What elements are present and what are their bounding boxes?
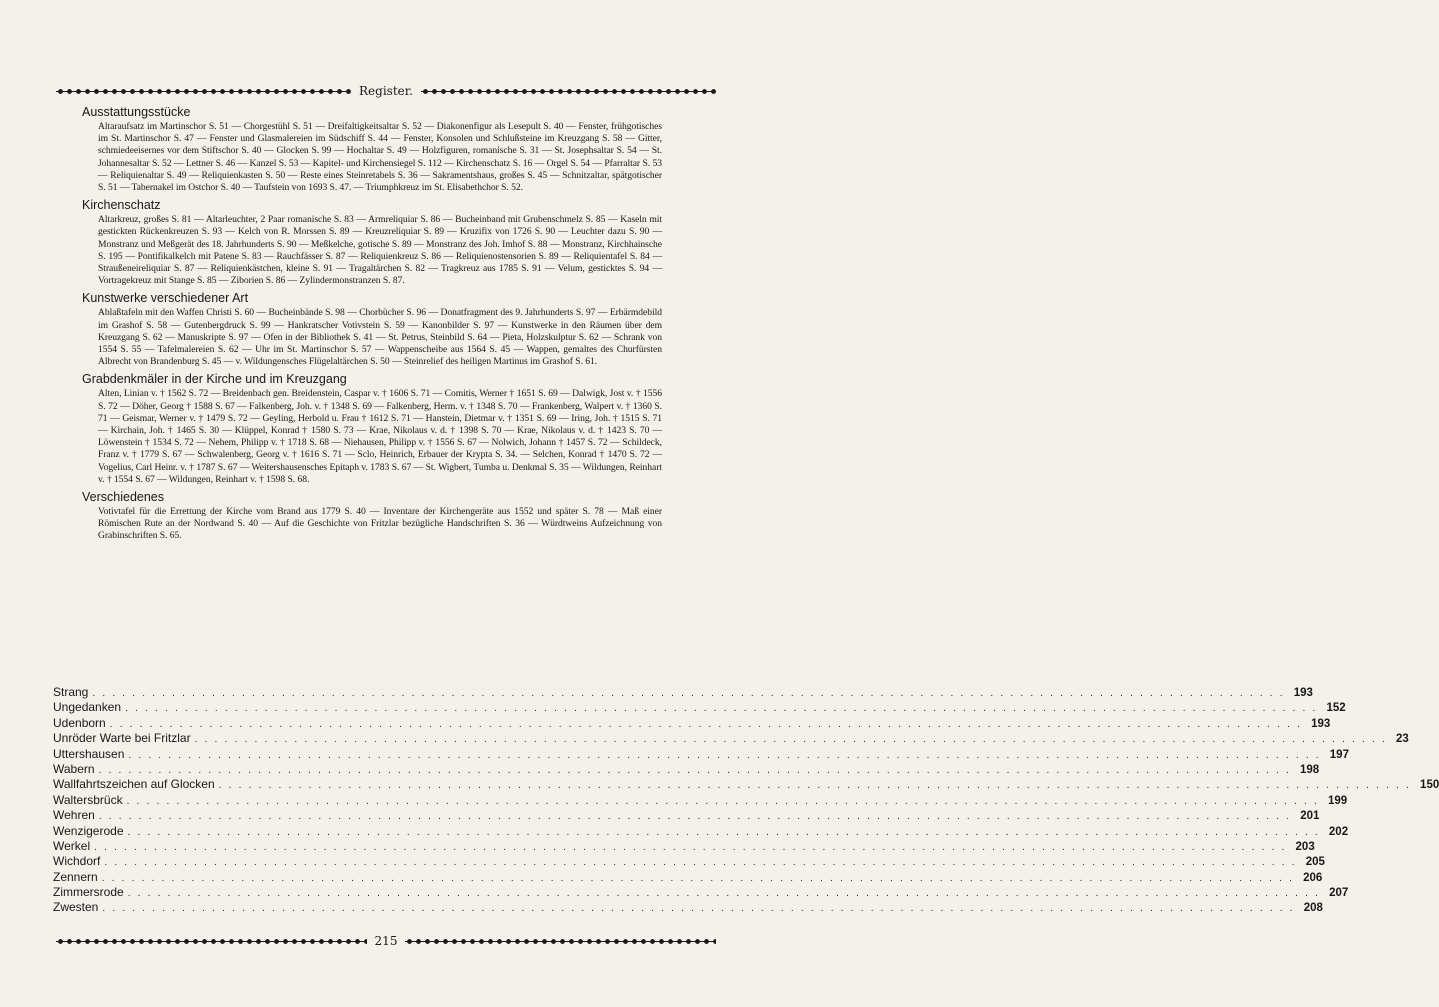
index-entry [53,885,1349,900]
index-entry [53,746,1349,762]
dot-leader: ........................................................................................................................ [128,749,1326,761]
index-page-number: 203 [1295,840,1315,853]
page-header-title: Register. [359,84,413,98]
register-section [82,489,662,543]
index-page-number: 201 [1300,810,1320,823]
section-body: Alten, Linian v. † 1562 S. 72 — Breidenbach gen. Breidenstein, Caspar v. † 1606 S. 71 — Comitis, Werner † 1651 S. 69 — Dalwigk, Jost v. † 1556 S. 72 — Döher, Georg † 1588 S. 67 — Falkenberg, Joh. v. † 1348 S. 69 — Falkenberg, Herm. v. † 1348 S. 70 — Frankenberg, Walpert v. † 1360 S. 71 — Geismar, Werner v. † 1479 S. 72 — Geyling, Herbold u. Frau † 1612 S. 71 — Hanstein, Dietmar v. † 1351 S. 69 — Iring, Joh. † 1515 S. 71 — Kirchain, Joh. † 1465 S. 30 — Klüppel, Konrad † 1580 S. 73 — Krae, Nikolaus v. d. † 1398 S. 70 — Krae, Nikolaus v. d. † 1423 S. 70 — Löwenstein † 1534 S. 72 — Nehem, Philipp v. † 1718 S. 68 — Niehausen, Philipp v. † 1556 S. 67 — Nolwich, Johann † 1457 S. 72 — Schildeck, Franz v. † 1779 S. 67 — Schwalenberg, Georg v. † 1616 S. 71 — Sclo, Heinrich, Erbauer der Krypta S. 34. — Selchen, Konrad † 1470 S. 72 — Vogelius, Carl Heinr. v. † 1787 S. 67 — Weitershausensches Epitaph v. 1783 S. 67 — St. Wigbert, Tumba u. Denkmal S. 35 — Wildungen, Reinhart v. † 1554 S. 67 — Wildungen, Reinhart v. † 1598 S. 68. [98,388,662,485]
dot-leader: ........................................................................................................................ [98,764,1296,776]
index-entry [53,685,1313,700]
index-entry [53,777,1439,792]
ornament-left [56,87,351,96]
index-entry [53,731,1409,746]
index-page-number: 150 [1420,779,1439,792]
index-term: Uttershausen [53,746,125,761]
dot-leader: ........................................................................................................................ [92,688,1290,699]
index-entry [53,838,1315,854]
index-entry [53,700,1346,715]
index-page-number: 208 [1303,902,1323,915]
register-section [82,290,662,368]
dot-leader: ........................................................................................................................ [104,857,1302,869]
section-heading: Ausstattungsstücke [82,105,191,119]
index-term: Zimmersrode [53,885,124,900]
index-entry [53,761,1320,777]
index-entry [53,715,1331,731]
dot-leader: ........................................................................................................................ [94,841,1292,853]
dot-leader: ........................................................................................................................ [125,703,1323,715]
section-body: Votivtafel für die Errettung der Kirche vom Brand aus 1779 S. 40 — Inventare der Kirchengeräte aus 1552 und später S. 78 — Maß einer Römischen Rute an der Nordwand S. 40 — Auf die Geschichte von Fritzlar bezügliche Handschriften S. 36 — Würdtweins Aufzeichnung von Grabinschriften S. 65. [98,506,662,542]
index-page-number: 199 [1327,794,1348,807]
index-term: Strang [53,685,89,699]
index-entry [53,869,1323,885]
section-body: Altarkreuz, großes S. 81 — Altarleuchter, 2 Paar romanische S. 83 — Armreliquiar S. 86 — Bucheinband mit Grubenschmelz S. 85 — Kaseln mit gestickten Rückenkreuzen S. 93 — Kelch von R. Morssen S. 89 — Kreuzreliquiar S. 89 — Kruzifix von 1726 S. 90 — Leuchter dazu S. 90 — Monstranz und Meßgerät des 18. Jahrhunderts S. 90 — Meßkelche, gotische S. 89 — Monstranz des Joh. Imhof S. 88 — Monstranz, Kirchhainsche S. 195 — Pontifikalkelch mit Patene S. 83 — Rauchfässer S. 87 — Reliquienkreuz S. 86 — Reliquienostensorien S. 89 — Reliquientafel S. 84 — Straußeneireliquiar S. 87 — Reliquienkästchen, kleine S. 91 — Tragaltärchen S. 82 — Tragkreuz aus 1785 S. 91 — Velum, gesticktes S. 94 — Vortragekreuz mit Stange S. 85 — Ziborien S. 86 — Zylindermonstranzen S. 87. [98,214,662,287]
index-entry [53,808,1320,823]
register-section [82,104,662,194]
index-term: Wichdorf [53,854,101,869]
index-page-number: 202 [1328,825,1349,838]
section-heading: Kirchenschatz [82,198,161,213]
section-body: Ablaßtafeln mit den Waffen Christi S. 60 — Bucheinbände S. 98 — Chorbücher S. 96 — Donatfragment des 9. Jahrhunderts S. 97 — Erbärmdebild im Grashof S. 58 — Gutenbergdruck S. 99 — Hankratscher Votivstein S. 59 — Kanonbilder S. 97 — Kunstwerke in den Räumen über dem Kreuzgang S. 62 — Manuskripte S. 97 — Ofen in der Bibliothek S. 41 — St. Petrus, Steinbild S. 64 — Pieta, Holzskulptur S. 62 — Schrank von 1554 S. 55 — Tafelmalereien S. 62 — Uhr im St. Martinschor S. 57 — Wappenscheibe aus 1564 S. 45 — Wappen, gemaltes des Churfürsten Albrecht von Brandenburg S. 45 — v. Wildungensches Flügelaltärchen S. 50 — Steinrelief des heiligen Martinus im Grashof S. 61. [98,307,662,368]
index-list [53,685,1439,916]
ornament-left [56,937,367,946]
register-section [82,371,662,486]
index-page-number: 197 [1329,748,1349,761]
register-sections [82,104,662,546]
dot-leader: ........................................................................................................................ [126,795,1324,807]
index-entry [53,900,1323,915]
index-page-number: 23 [1396,733,1409,746]
index-term: Wabern [53,761,95,776]
index-term: Wallfahrtszeichen auf Glocken [53,777,215,792]
index-page-number: 152 [1326,702,1346,715]
index-term: Ungedanken [53,700,122,715]
index-term: Wenzigerode [53,823,124,838]
index-entry [53,823,1349,839]
dot-leader: ........................................................................................................................ [127,826,1325,838]
section-heading: Grabdenkmäler in der Kirche und im Kreuzgang [82,372,347,387]
index-page-number: 205 [1305,856,1325,869]
index-page-number: 193 [1293,687,1313,699]
index-page-number: 198 [1299,763,1320,776]
dot-leader: ........................................................................................................................ [109,718,1308,730]
section-heading: Kunstwerke verschiedener Art [82,291,249,306]
dot-leader: ........................................................................................................................ [101,872,1300,884]
index-page-number: 207 [1329,887,1349,900]
dot-leader: ........................................................................................................................ [218,780,1417,792]
ornament-right [405,937,716,946]
dot-leader: ........................................................................................................................ [127,888,1326,900]
index-term: Zwesten [53,900,99,915]
index-term: Udenborn [53,715,106,730]
index-term: Waltersbrück [53,792,123,807]
ornament-right [421,87,716,96]
index-entry [53,854,1325,869]
page-number: 215 [374,934,398,948]
header-ornament-rule [56,84,716,98]
index-term: Unröder Warte bei Fritzlar [53,731,191,746]
index-term: Zennern [53,869,98,884]
register-section [82,197,662,287]
index-entry [53,792,1348,808]
index-page-number: 206 [1303,871,1323,884]
section-heading: Verschiedenes [82,490,165,505]
footer-ornament-rule [56,934,716,948]
index-term: Werkel [53,838,91,853]
dot-leader: ........................................................................................................................ [102,903,1300,915]
index-term: Wehren [53,808,95,823]
index-page-number: 193 [1311,717,1331,730]
section-body: Altaraufsatz im Martinschor S. 51 — Chorgestühl S. 51 — Dreifaltigkeitsaltar S. 52 — Diakonenfigur als Lesepult S. 40 — Fenster, frühgotisches im St. Martinschor S. 47 — Fenster und Glasmalereien im Südschiff S. 44 — Fenster, Konsolen und Schlußsteine im Kreuzgang S. 58 — Gitter, schmiedeeisernes vor dem Stiftschor S. 40 — Glocken S. 99 — Hochaltar S. 49 — Holzfiguren, romanische S. 31 — St. Josephsaltar S. 54 — St. Johannesaltar S. 52 — Lettner S. 46 — Kanzel S. 53 — Kapitel- und Kirchensiegel S. 112 — Kirchenschatz S. 16 — Orgel S. 54 — Pfarraltar S. 53 — Reliquienaltar S. 49 — Reliquienkasten S. 50 — Reste eines Steinretabels S. 36 — Sakramentshaus, großes S. 45 — Schnitzaltar, spätgotischer S. 51 — Tabernakel im Ostchor S. 40 — Taufstein von 1693 S. 47. — Triumphkreuz im St. Elisabethchor S. 52. [98,121,662,194]
dot-leader: ........................................................................................................................ [98,811,1297,823]
dot-leader: ........................................................................................................................ [194,734,1392,746]
